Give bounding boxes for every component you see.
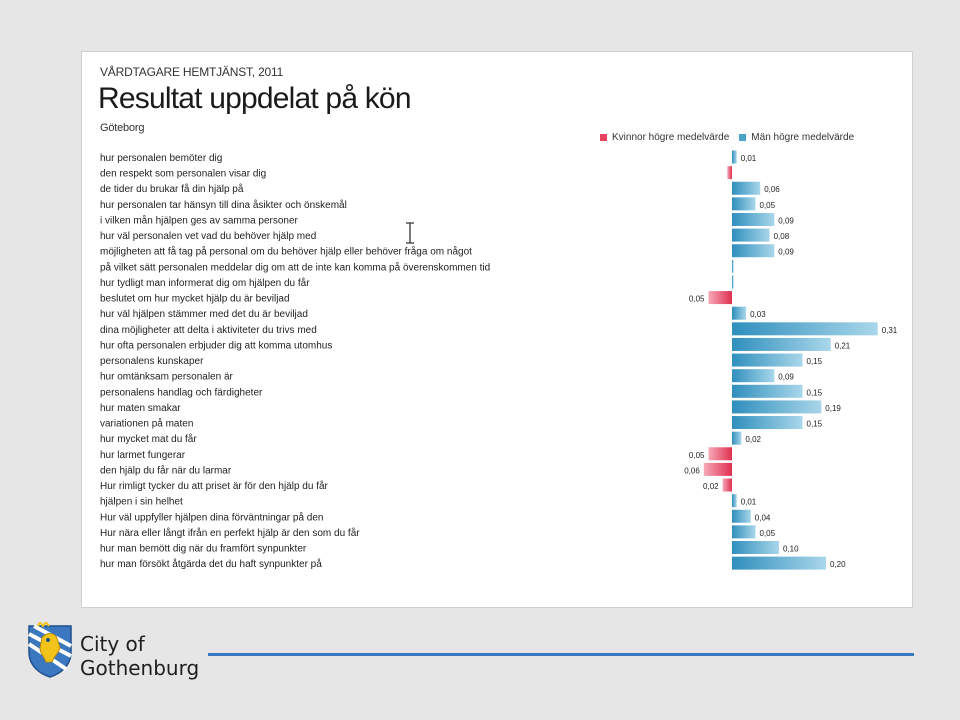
data-label: 0,09 [778, 216, 794, 226]
category-label: hur väl personalen vet vad du behöver hjälp med [100, 231, 317, 243]
category-label: hur ofta personalen erbjuder dig att komma utomhus [100, 340, 333, 352]
city-crest-logo [26, 622, 74, 683]
bar-men [732, 275, 734, 288]
bar-men [732, 354, 803, 367]
category-label: de tider du brukar få din hjälp på [100, 184, 244, 196]
category-label: hur tydligt man informerat dig om hjälpen du får [100, 277, 310, 289]
data-label: 0,04 [754, 513, 771, 523]
data-label: 0,06 [764, 185, 780, 195]
category-label: den hjälp du får när du larmar [100, 465, 232, 477]
bar-men [732, 541, 779, 554]
footer-rule [208, 653, 914, 656]
category-label: möjligheten att få tag på personal om du behöver hjälp eller behöver fråga om något [100, 246, 472, 258]
bar-men [732, 369, 774, 382]
category-label: i vilken mån hjälpen ges av samma personer [100, 215, 298, 227]
bar-men [732, 229, 770, 242]
bar-men [732, 400, 821, 413]
bar-men [732, 213, 774, 226]
brand-name [80, 632, 199, 680]
data-label: 0,15 [806, 388, 823, 398]
bar-men [732, 525, 756, 538]
chart-title: Resultat uppdelat på kön [98, 82, 411, 115]
brand-line-1: City of [80, 632, 145, 656]
text-cursor-icon [404, 222, 416, 244]
bar-men [732, 494, 737, 507]
data-label: 0,01 [740, 497, 757, 507]
bar-men [732, 338, 831, 351]
category-label: hur maten smakar [100, 402, 181, 414]
category-label: hur omtänksam personalen är [100, 371, 233, 383]
bar-men [732, 244, 774, 257]
data-label: 0,05 [759, 200, 776, 210]
data-label: 0,15 [806, 419, 823, 429]
data-label: 0,19 [825, 403, 841, 413]
data-label: 0,09 [778, 372, 794, 382]
category-label: variationen på maten [100, 418, 194, 430]
slide-panel [82, 52, 912, 607]
data-label: 0,15 [806, 357, 823, 367]
data-label: 0,21 [834, 341, 851, 351]
data-label: 0,05 [688, 450, 705, 460]
data-label: 0,31 [881, 325, 898, 335]
bar-men [732, 151, 737, 164]
bar-men [732, 432, 741, 445]
category-label: Hur rimligt tycker du att priset är för den hjälp du får [100, 481, 328, 493]
data-label: 0,09 [778, 247, 794, 257]
bar-men [732, 260, 734, 273]
bar-men [732, 416, 803, 429]
legend-label-women: Kvinnor högre medelvärde [612, 132, 730, 143]
category-label: Hur väl uppfyller hjälpen dina förväntningar på den [100, 512, 324, 524]
category-label: personalens handlag och färdigheter [100, 387, 263, 399]
data-label: 0,02 [703, 482, 719, 492]
category-label: personalens kunskaper [100, 356, 204, 368]
data-label: 0,03 [750, 310, 766, 320]
bar-women [727, 166, 732, 179]
data-label: 0,06 [684, 466, 700, 476]
data-label: 0,08 [773, 232, 790, 242]
bar-men [732, 557, 826, 570]
category-label: hur larmet fungerar [100, 449, 186, 461]
bar-men [732, 307, 746, 320]
data-label: 0,02 [745, 435, 761, 445]
data-label: 0,20 [830, 560, 846, 570]
bar-men [732, 197, 756, 210]
bar-women [723, 479, 732, 492]
bar-chart [82, 52, 912, 607]
bar-women [709, 291, 733, 304]
chart-subtitle: Göteborg [100, 122, 145, 134]
category-label: dina möjligheter att delta i aktiviteter du trivs med [100, 324, 317, 336]
data-label: 0,05 [688, 294, 705, 304]
chart-supertitle: VÅRDTAGARE HEMTJÄNST, 2011 [100, 65, 284, 79]
category-label: Hur nära eller långt ifrån en perfekt hjälp är den som du får [100, 527, 360, 539]
bar-men [732, 510, 751, 523]
bar-men [732, 322, 878, 335]
brand-line-2: Gothenburg [80, 656, 200, 680]
category-label: hur personalen bemöter dig [100, 153, 223, 164]
category-label: hur mycket mat du får [100, 434, 197, 446]
category-label: hur man försökt åtgärda det du haft synpunkter på [100, 559, 322, 571]
legend-label-men: Män högre medelvärde [751, 132, 855, 143]
data-label: 0,01 [740, 154, 757, 163]
bar-women [709, 447, 733, 460]
data-label: 0,05 [759, 528, 776, 538]
category-label: beslutet om hur mycket hjälp du är beviljad [100, 293, 290, 305]
bar-women [704, 463, 732, 476]
category-label: hur personalen tar hänsyn till dina åsikter och önskemål [100, 199, 347, 211]
category-label: hur man bemött dig när du framfört synpunkter [100, 543, 307, 555]
bar-men [732, 182, 760, 195]
data-label: 0,10 [783, 544, 799, 554]
category-label: hur väl hjälpen stämmer med det du är beviljad [100, 309, 308, 321]
category-label: hjälpen i sin helhet [100, 496, 183, 508]
category-label: på vilket sätt personalen meddelar dig om att de inte kan komma på överenskommen tid [100, 262, 491, 274]
category-label: den respekt som personalen visar dig [100, 168, 267, 180]
bar-men [732, 385, 803, 398]
